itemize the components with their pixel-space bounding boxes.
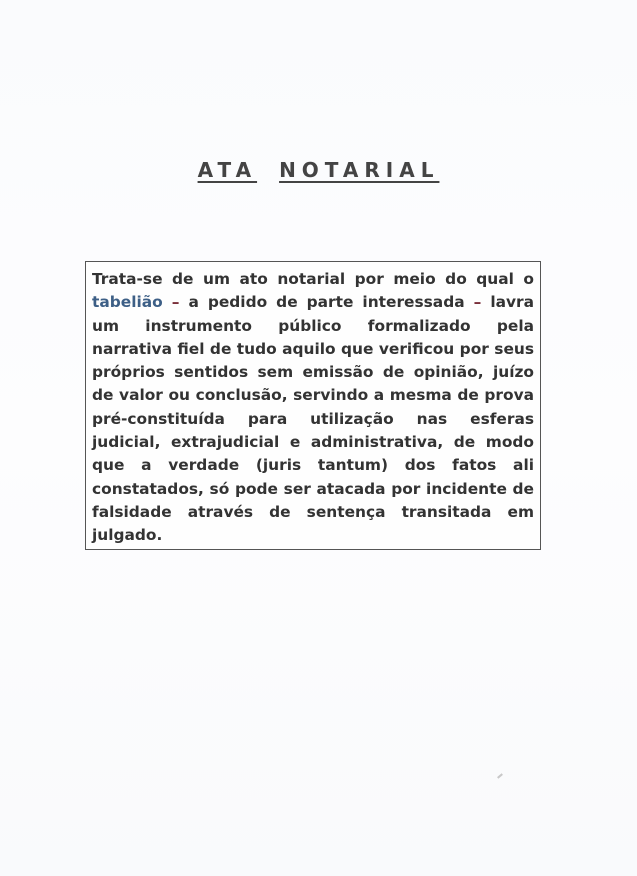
highlight-term-tabeliao: tabelião [92, 293, 163, 312]
paper-speck [497, 773, 503, 778]
title-word-ata: ATA [197, 158, 258, 182]
definition-paragraph [92, 268, 534, 548]
paragraph-part-2: a pedido de parte interessada [188, 293, 465, 312]
paragraph-part-1: Trata-se de um ato notarial por meio do qual o [92, 270, 534, 288]
em-dash-2: – [464, 293, 491, 312]
paragraph-part-3: lavra um instrumento público formalizado pela narrativa fiel de tudo aquilo que verificou por seus próprios sentidos sem emissão de opinião, juízo de valor ou conclusão, servindo a mesma de prova pré-constituída para utilização nas esferas judicial, extrajudicial e administrativa, de modo que a verdade (juris tantum) dos fatos ali constatados, só pode ser atacada por incidente de falsidade através de sentença transitada em julgado. [92, 293, 534, 545]
title-word-notarial: NOTARIAL [279, 158, 440, 182]
page-title [0, 158, 637, 182]
em-dash-1: – [162, 293, 189, 312]
definition-box [85, 261, 541, 550]
